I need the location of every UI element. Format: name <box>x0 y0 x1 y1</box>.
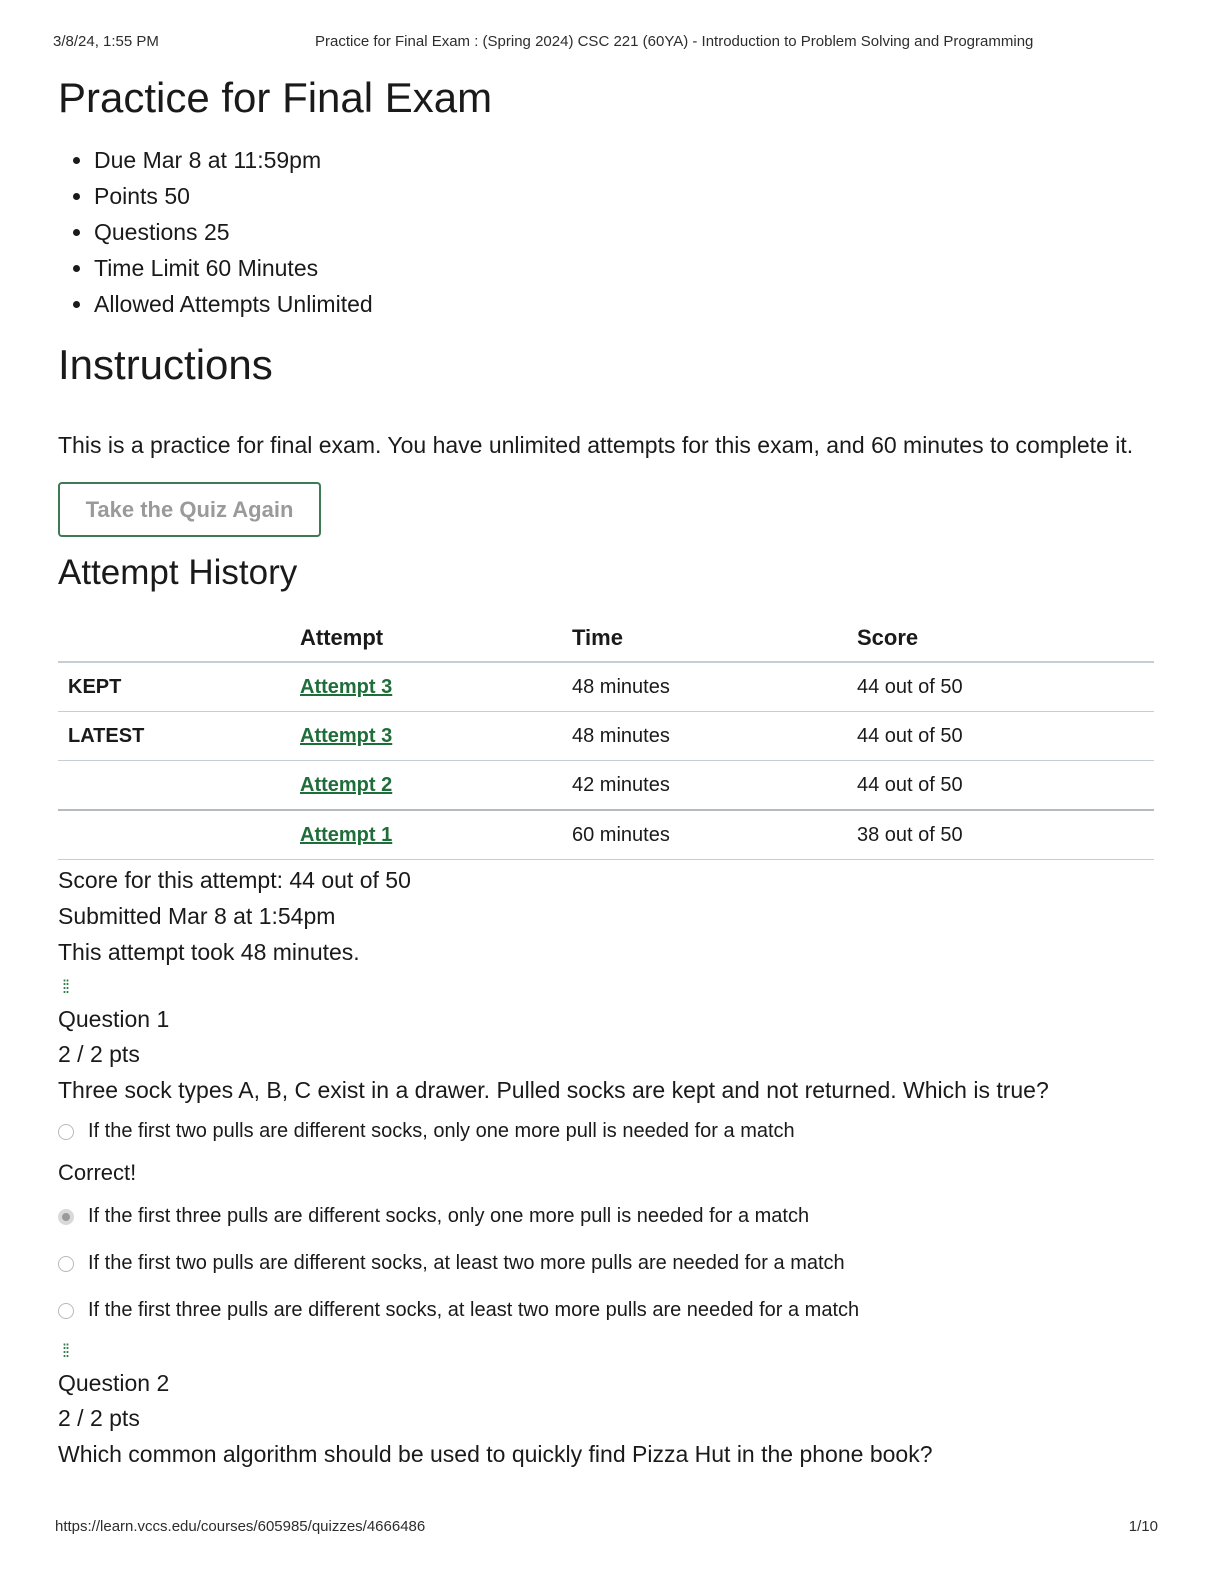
submitted-time-text: Submitted Mar 8 at 1:54pm <box>58 903 336 929</box>
detail-allowed-attempts: • Allowed Attempts Unlimited <box>94 286 1158 322</box>
question-1 <box>58 1002 1158 1334</box>
attempt-link[interactable]: Attempt 1 <box>300 823 393 846</box>
column-header-score: Score <box>857 615 1154 662</box>
answer-option <box>58 1240 1158 1287</box>
question-title: Question 1 <box>58 1006 170 1032</box>
attempt-time: 60 minutes <box>572 810 857 860</box>
attempt-score: 44 out of 50 <box>857 712 1154 761</box>
answer-option <box>58 1287 1158 1334</box>
quiz-content <box>58 72 1158 1472</box>
attempt-status-label <box>58 761 300 811</box>
question-title: Question 2 <box>58 1370 170 1396</box>
drag-handle-icon[interactable]: ⁞⁞ <box>62 977 69 997</box>
attempt-status-label <box>58 810 300 860</box>
question-text: Three sock types A, B, C exist in a drawer. Pulled socks are kept and not returned. Which is true? <box>58 1077 1049 1103</box>
question-2 <box>58 1366 1158 1472</box>
answer-text: If the first two pulls are different socks, at least two more pulls are needed for a match <box>88 1252 845 1274</box>
answer-option <box>58 1108 1158 1155</box>
take-quiz-again-button[interactable]: Take the Quiz Again <box>58 482 321 537</box>
column-header-time: Time <box>572 615 857 662</box>
attempt-status-label: KEPT <box>58 662 300 712</box>
print-datetime: 3/8/24, 1:55 PM <box>53 33 159 50</box>
radio-button-icon <box>58 1256 74 1272</box>
page-url: https://learn.vccs.edu/courses/605985/quizzes/4666486 <box>55 1518 426 1535</box>
attempt-score-text: Score for this attempt: 44 out of 50 <box>58 867 411 893</box>
radio-button-icon <box>58 1124 74 1140</box>
attempt-link[interactable]: Attempt 3 <box>300 724 393 747</box>
instructions-text: This is a practice for final exam. You have unlimited attempts for this exam, and 60 minutes to complete it. <box>58 432 1134 458</box>
question-points: 2 / 2 pts <box>58 1405 140 1431</box>
detail-time-limit: • Time Limit 60 Minutes <box>94 250 1158 286</box>
page-number: 1/10 <box>1128 1518 1158 1535</box>
column-header-label <box>58 615 300 662</box>
table-row <box>58 712 1154 761</box>
radio-button-selected-icon <box>58 1209 74 1225</box>
attempt-summary <box>58 862 1158 970</box>
attempt-link[interactable]: Attempt 2 <box>300 773 393 796</box>
detail-points: • Points 50 <box>94 178 1158 214</box>
answer-option-selected <box>58 1193 1158 1240</box>
attempt-time: 48 minutes <box>572 662 857 712</box>
attempt-status-label: LATEST <box>58 712 300 761</box>
table-row <box>58 810 1154 860</box>
quiz-details-list <box>58 142 1158 322</box>
attempt-duration-text: This attempt took 48 minutes. <box>58 939 360 965</box>
table-header-row <box>58 615 1154 662</box>
answer-text: If the first three pulls are different socks, only one more pull is needed for a match <box>88 1205 810 1227</box>
attempt-score: 44 out of 50 <box>857 761 1154 811</box>
question-points: 2 / 2 pts <box>58 1041 140 1067</box>
column-header-attempt: Attempt <box>300 615 572 662</box>
attempt-score: 44 out of 50 <box>857 662 1154 712</box>
drag-handle-icon[interactable]: ⁞⁞ <box>62 1341 69 1361</box>
question-text: Which common algorithm should be used to quickly find Pizza Hut in the phone book? <box>58 1441 933 1467</box>
page-title: Practice for Final Exam <box>58 74 493 121</box>
attempt-link[interactable]: Attempt 3 <box>300 675 393 698</box>
print-page-title: Practice for Final Exam : (Spring 2024) CSC 221 (60YA) - Introduction to Problem Solving and Programming <box>315 33 1034 50</box>
attempt-history-heading: Attempt History <box>58 553 298 592</box>
detail-due: • Due Mar 8 at 11:59pm <box>94 142 1158 178</box>
correct-answer-label: Correct! <box>58 1160 137 1185</box>
table-row <box>58 761 1154 811</box>
answer-text: If the first three pulls are different socks, at least two more pulls are needed for a match <box>88 1299 860 1321</box>
attempt-history-table <box>58 615 1154 860</box>
attempt-time: 48 minutes <box>572 712 857 761</box>
instructions-heading: Instructions <box>58 341 273 388</box>
attempt-score: 38 out of 50 <box>857 810 1154 860</box>
table-row <box>58 662 1154 712</box>
answer-text: If the first two pulls are different socks, only one more pull is needed for a match <box>88 1120 795 1142</box>
attempt-time: 42 minutes <box>572 761 857 811</box>
radio-button-icon <box>58 1303 74 1319</box>
detail-questions: • Questions 25 <box>94 214 1158 250</box>
